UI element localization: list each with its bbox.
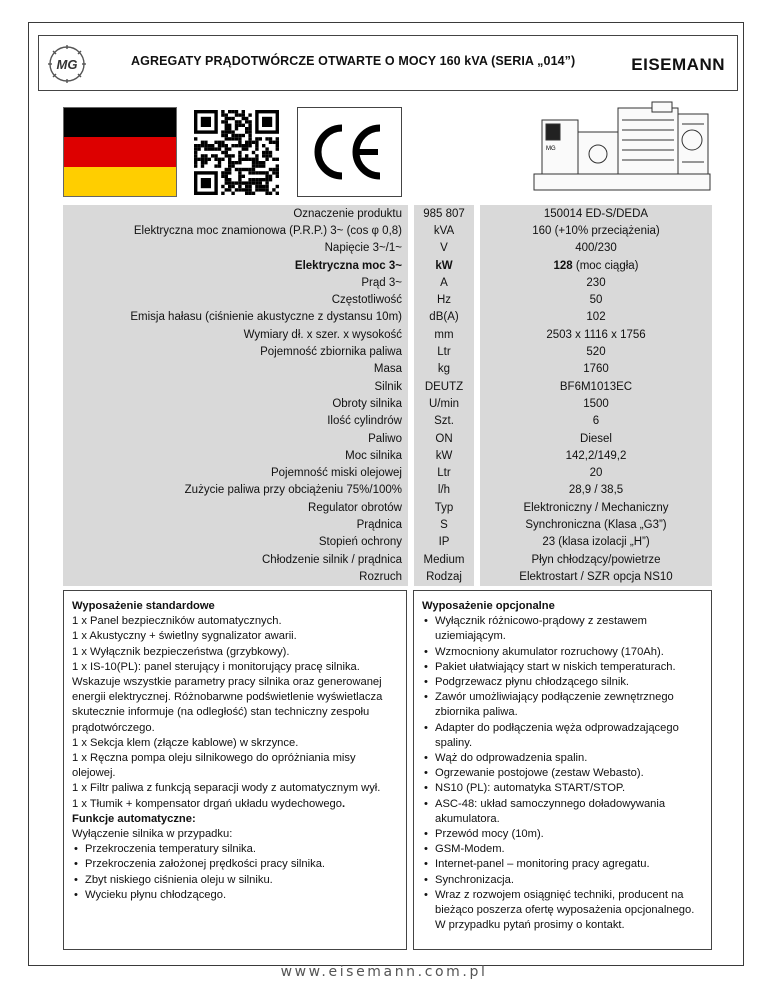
germany-flag-icon [63,107,177,197]
spec-value: 1760 [480,361,712,378]
spec-label: Wymiary dł. x szer. x wysokość [63,326,408,343]
optional-item: • Wraz z rozwojem osiągnięć techniki, producent na bieżąco poszerza ofertę wyposażenia opcjonalnego. W przypadku pytań prosimy o kontakt. [422,888,703,934]
spec-unit: DEUTZ [414,378,474,395]
ce-mark-icon [297,107,402,197]
spec-unit: Ltr [414,464,474,481]
optional-equipment-box [413,590,712,950]
spec-row [63,534,712,551]
spec-value: 20 [480,464,712,481]
optional-item: • ASC-48: układ samoczynnego doładowywania akumulatora. [422,797,703,827]
spec-row [63,274,712,291]
spec-value: Synchroniczna (Klasa „G3”) [480,516,712,533]
spec-row [63,516,712,533]
optional-item: • Podgrzewacz płynu chłodzącego silnik. [422,675,703,690]
spec-unit: Medium [414,551,474,568]
spec-row [63,326,712,343]
auto-function-item: • Przekroczenia temperatury silnika. [72,842,398,857]
spec-value: Elektrostart / SZR opcja NS10 [480,568,712,585]
spec-row [63,551,712,568]
spec-value: 230 [480,274,712,291]
spec-value: 520 [480,343,712,360]
spec-value: 1500 [480,395,712,412]
qr-code-icon [186,107,286,197]
spec-label: Pojemność zbiornika paliwa [63,343,408,360]
optional-item: • Przewód mocy (10m). [422,827,703,842]
spec-label: Moc silnika [63,447,408,464]
spec-label: Napięcie 3~/1~ [63,240,408,257]
spec-row [63,309,712,326]
optional-equipment-list [422,614,703,933]
spec-unit: kVA [414,222,474,239]
spec-unit: l/h [414,482,474,499]
spec-unit: ON [414,430,474,447]
spec-label: Prądnica [63,516,408,533]
optional-item: • Zawór umożliwiający podłączenie zewnętrznego zbiornika paliwa. [422,690,703,720]
spec-row [63,205,712,222]
spec-value: 150014 ED-S/DEDA [480,205,712,222]
spec-row [63,257,712,274]
auto-function-item: • Wycieku płynu chłodzącego. [72,888,398,903]
optional-item: • Adapter do podłączenia węża odprowadzającego spaliny. [422,721,703,751]
spec-value: 160 (+10% przeciążenia) [480,222,712,239]
spec-row [63,447,712,464]
spec-label: Masa [63,361,408,378]
document-title: AGREGATY PRĄDOTWÓRCZE OTWARTE O MOCY 160 kVA (SERIA „014”) [131,54,576,68]
spec-label: Prąd 3~ [63,274,408,291]
spec-unit: Ltr [414,343,474,360]
spec-row [63,499,712,516]
auto-functions-intro: Wyłączenie silnika w przypadku: [72,828,233,841]
auto-functions-title: Funkcje automatyczne: [72,812,196,825]
spec-unit: Rodzaj [414,568,474,585]
standard-line: 1 x Panel bezpieczników automatycznych. [72,615,282,628]
optional-item: • Wyłącznik różnicowo-prądowy z zestawem uziemiającym. [422,614,703,644]
spec-unit: kW [414,257,474,274]
spec-value: 102 [480,309,712,326]
standard-line: 1 x Wyłącznik bezpieczeństwa (grzybkowy). [72,645,290,658]
spec-value: 23 (klasa izolacji „H”) [480,534,712,551]
spec-row [63,378,712,395]
auto-functions-list [72,842,398,903]
spec-unit: A [414,274,474,291]
spec-row [63,240,712,257]
optional-equipment-title: Wyposażenie opcjonalne [422,600,555,612]
spec-unit: S [414,516,474,533]
optional-item: • GSM-Modem. [422,842,703,857]
spec-row [63,568,712,585]
optional-item: • NS10 (PL): automatyka START/STOP. [422,781,703,796]
spec-row [63,430,712,447]
auto-function-item: • Przekroczenia założonej prędkości pracy silnika. [72,857,398,872]
spec-label: Częstotliwość [63,291,408,308]
spec-label: Chłodzenie silnik / prądnica [63,551,408,568]
standard-line: 1 x Ręczna pompa oleju silnikowego do opróżniania misy olejowej. [72,752,356,780]
generator-illustration-icon [532,100,714,198]
spec-unit: 985 807 [414,205,474,222]
mg-logo [45,44,89,84]
optional-item: • Synchronizacja. [422,873,703,888]
spec-label: Obroty silnika [63,395,408,412]
spec-unit: V [414,240,474,257]
standard-line: 1 x IS-10(PL): panel sterujący i monitorujący pracę silnika. Wskazuje wszystkie parametry pracy silnika oraz generowanej energii elektrycznej. Różnobarwne podświetlenie wyświetlacza skutecznie informuje (na odległość) stan techniczny zespołu prądotwórczego. [72,660,383,734]
spec-label: Ilość cylindrów [63,413,408,430]
optional-item: • Internet-panel – monitoring pracy agregatu. [422,857,703,872]
spec-value: Elektroniczny / Mechaniczny [480,499,712,516]
spec-row [63,464,712,481]
spec-unit: kg [414,361,474,378]
optional-item: • Pakiet ułatwiający start w niskich temperaturach. [422,660,703,675]
spec-unit: kW [414,447,474,464]
spec-label: Regulator obrotów [63,499,408,516]
spec-value: 128 (moc ciągła) [480,257,712,274]
spec-label: Elektryczna moc 3~ [63,257,408,274]
spec-unit: Hz [414,291,474,308]
standard-equipment-title: Wyposażenie standardowe [72,600,215,612]
svg-text:MG: MG [56,57,78,72]
footer-url[interactable]: www.eisemann.com.pl [280,964,488,980]
spec-label: Stopień ochrony [63,534,408,551]
svg-text:MG: MG [546,146,556,152]
optional-item: • Ogrzewanie postojowe (zestaw Webasto). [422,766,703,781]
standard-line: 1 x Sekcja klem (złącze kablowe) w skrzynce. [72,736,299,749]
spec-label: Pojemność miski olejowej [63,464,408,481]
spec-value: Płyn chłodzący/powietrze [480,551,712,568]
standard-line: 1 x Tłumik + kompensator drgań układu wydechowego. [72,797,346,810]
spec-label: Elektryczna moc znamionowa (P.R.P.) 3~ (cos φ 0,8) [63,222,408,239]
spec-row [63,343,712,360]
spec-unit: Szt. [414,413,474,430]
spec-value: 50 [480,291,712,308]
standard-line: 1 x Akustyczny + świetlny sygnalizator awarii. [72,630,297,643]
spec-row [63,395,712,412]
optional-item: • Wąż do odprowadzenia spalin. [422,751,703,766]
spec-value: Diesel [480,430,712,447]
spec-row [63,482,712,499]
spec-row [63,291,712,308]
spec-table [63,205,712,586]
spec-label: Silnik [63,378,408,395]
spec-row [63,361,712,378]
spec-row [63,222,712,239]
auto-function-item: • Zbyt niskiego ciśnienia oleju w silniku. [72,873,398,888]
spec-value: 6 [480,413,712,430]
spec-label: Rozruch [63,568,408,585]
spec-unit: dB(A) [414,309,474,326]
spec-row [63,413,712,430]
spec-value: BF6M1013EC [480,378,712,395]
spec-label: Oznaczenie produktu [63,205,408,222]
spec-unit: Typ [414,499,474,516]
brand-logo: EISEMANN [631,55,725,74]
spec-unit: U/min [414,395,474,412]
optional-item: • Wzmocniony akumulator rozruchowy (170Ah). [422,645,703,660]
spec-value: 28,9 / 38,5 [480,482,712,499]
spec-value: 142,2/149,2 [480,447,712,464]
spec-label: Paliwo [63,430,408,447]
spec-label: Zużycie paliwa przy obciążeniu 75%/100% [63,482,408,499]
standard-line: 1 x Filtr paliwa z funkcją separacji wody z automatycznym wył. [72,782,381,795]
header [38,35,738,91]
spec-value: 400/230 [480,240,712,257]
spec-value: 2503 x 1116 x 1756 [480,326,712,343]
spec-unit: mm [414,326,474,343]
spec-unit: IP [414,534,474,551]
standard-equipment-box [63,590,407,950]
spec-label: Emisja hałasu (ciśnienie akustyczne z dystansu 10m) [63,309,408,326]
